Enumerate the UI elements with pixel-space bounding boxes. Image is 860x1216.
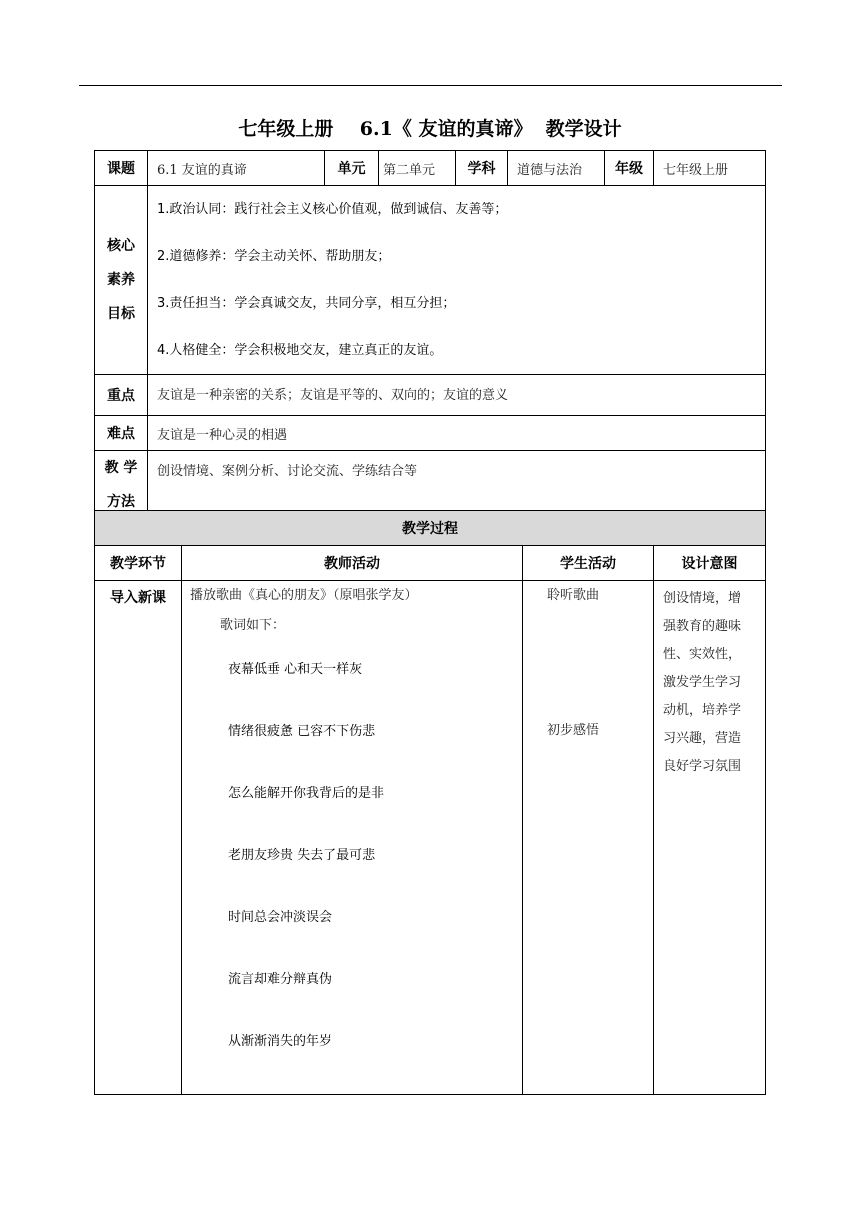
method-value: 创设情境、案例分析、讨论交流、学练结合等	[148, 451, 766, 520]
lyric-line: 老朋友珍贵 失去了最可悲	[228, 848, 376, 863]
header-teacher: 教师活动	[182, 546, 523, 581]
student-activity-item: 初步感悟	[547, 723, 600, 738]
lyrics-list	[190, 639, 514, 1073]
subject-value: 道德与法治	[508, 151, 605, 186]
teacher-intro: 播放歌曲《真心的朋友》（原唱张学友）	[190, 588, 418, 603]
header-stage: 教学环节	[95, 546, 182, 581]
design-intent-line: 良好学习氛围	[663, 759, 742, 774]
topic-row	[95, 151, 766, 186]
unit-value: 第二单元	[379, 151, 456, 186]
goal-item: 4.人格健全：学会积极地交友，建立真正的友谊。	[157, 343, 443, 358]
goals-label	[95, 186, 148, 375]
design-intent-line: 激发学生学习	[663, 675, 742, 690]
grade-label: 年级	[605, 151, 654, 186]
goals-label-line: 素养	[107, 272, 135, 288]
topic-value: 6.1 友谊的真谛	[148, 151, 325, 186]
teaching-process-table	[94, 510, 766, 1095]
lyric-line: 情绪很疲惫 已容不下伤悲	[228, 724, 376, 739]
key-point-value: 友谊是一种亲密的关系；友谊是平等的、双向的；友谊的意义	[148, 375, 766, 416]
method-label-line: 方法	[107, 494, 135, 510]
lyric-line: 怎么能解开你我背后的是非	[228, 786, 385, 801]
design-intent-line: 性、实效性，	[663, 647, 742, 662]
student-activity-item: 聆听歌曲	[547, 588, 600, 603]
goal-item: 2.道德修养：学会主动关怀、帮助朋友；	[157, 249, 391, 264]
header-student: 学生活动	[523, 546, 654, 581]
header-intent: 设计意图	[654, 546, 766, 581]
process-header-row	[95, 546, 766, 581]
lyric-line: 从渐渐消失的年岁	[228, 1034, 333, 1049]
lyric-line: 时间总会冲淡误会	[228, 910, 333, 925]
method-label-line: 教 学	[104, 460, 138, 476]
process-row-intro	[95, 581, 766, 1095]
key-point-row	[95, 375, 766, 416]
lyric-line: 流言却难分辩真伪	[228, 972, 333, 987]
goals-list	[148, 186, 766, 375]
teacher-activity	[182, 581, 523, 1095]
document-title: 七年级上册 6.1《 友谊的真谛》 教学设计	[238, 118, 622, 140]
lyric-line: 夜幕低垂 心和天一样灰	[228, 662, 363, 677]
difficulty-value: 友谊是一种心灵的相遇	[148, 416, 766, 451]
process-banner: 教学过程	[95, 511, 766, 546]
goals-label-line: 目标	[107, 306, 135, 322]
design-intent-line: 强教育的趣味	[663, 619, 742, 634]
stage-label: 导入新课	[95, 581, 182, 1095]
unit-label: 单元	[325, 151, 379, 186]
student-activity	[523, 581, 654, 1095]
design-intent	[654, 581, 766, 1095]
lesson-info-table	[94, 150, 766, 520]
lyrics-intro: 歌词如下：	[220, 618, 286, 633]
design-intent-line: 动机，培养学	[663, 703, 742, 718]
topic-label: 课题	[95, 151, 148, 186]
difficulty-row	[95, 416, 766, 451]
grade-value: 七年级上册	[654, 151, 766, 186]
goals-label-line: 核心	[107, 238, 135, 254]
goal-item: 1.政治认同：践行社会主义核心价值观，做到诚信、友善等；	[157, 202, 508, 217]
subject-label: 学科	[456, 151, 508, 186]
design-intent-line: 习兴趣，营造	[663, 731, 742, 746]
key-point-label: 重点	[95, 375, 148, 416]
process-banner-row	[95, 511, 766, 546]
difficulty-label: 难点	[95, 416, 148, 451]
goal-item: 3.责任担当：学会真诚交友，共同分享，相互分担；	[157, 296, 456, 311]
header-rule	[79, 85, 782, 86]
design-intent-line: 创设情境，增	[663, 591, 742, 606]
goals-row	[95, 186, 766, 375]
